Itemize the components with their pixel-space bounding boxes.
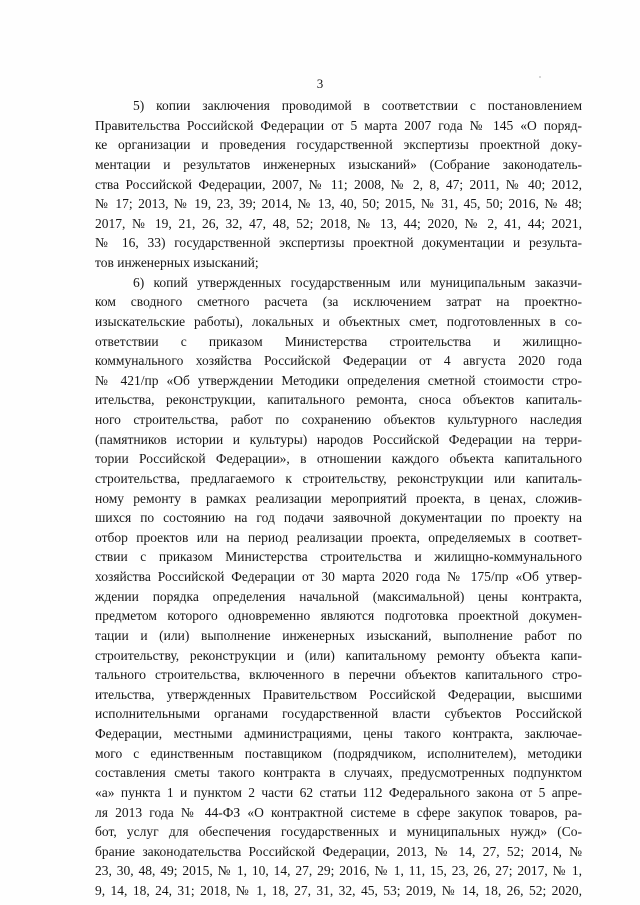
paragraph-6-line: 23, 30, 48, 49; 2015, № 1, 10, 14, 27, 29; 2016, № 1, 11, 15, 23, 26, 27; 2017, № 1, — [95, 863, 582, 879]
paragraph-6-line: ответствии с приказом Министерства строительства и жилищно- — [95, 333, 582, 349]
paragraph-5-line: № 16, 33) государственной экспертизы проектной документации и результа- — [95, 235, 582, 251]
paragraph-6-line: № 421/пр «Об утверждении Методики определения сметной стоимости стро- — [95, 372, 582, 388]
paragraph-5-line: ментации и результатов инженерных изысканий» (Собрание законодатель- — [95, 156, 582, 172]
paragraph-6-line: ля 2013 года № 44-ФЗ «О контрактной системе в сфере закупок товаров, ра- — [95, 804, 582, 820]
paragraph-5-line: № 17; 2013, № 19, 23, 39; 2014, № 13, 40, 50; 2015, № 31, 45, 50; 2016, № 48; — [95, 196, 582, 212]
paragraph-6-line: ного строительства, работ по сохранению объектов культурного наследия — [95, 412, 582, 427]
paragraph-6-line: ствии с приказом Министерства строительства и жилищно-коммунального — [95, 549, 582, 565]
paragraph-6-line: изыскательские работы), локальных и объектных смет, подготовленных в со- — [95, 313, 582, 329]
paragraph-5-line: ства Российской Федерации, 2007, № 11; 2008, № 2, 8, 47; 2011, № 40; 2012, — [95, 176, 582, 192]
paragraph-5-line: тов инженерных изысканий; — [95, 255, 259, 270]
paragraph-6-line: мого с единственным поставщиком (подрядчиком, исполнителем), методики — [95, 745, 582, 761]
paragraph-5-line: 2017, № 19, 21, 26, 32, 47, 48, 52; 2018, № 13, 44; 2020, № 2, 41, 44; 2021, — [95, 215, 582, 231]
paragraph-6-line: ждении порядка определения начальной (максимальной) цены контракта, — [95, 588, 582, 604]
paragraph-5-line: 5) копии заключения проводимой в соответствии с постановлением — [133, 98, 582, 113]
paragraph-6-line: ительства, реконструкции, капитального ремонта, сноса объектов капиталь- — [95, 392, 582, 408]
paragraph-6-line: строительства, предлагаемого к строительству, реконструкции или капиталь- — [95, 470, 582, 486]
paragraph-6-line: 6) копий утвержденных государственным или муниципальным заказчи- — [133, 274, 582, 290]
paragraph-6-line: ительства, утвержденных Правительством Российской Федерации, высшими — [95, 686, 582, 702]
page-number: 3 — [316, 76, 324, 91]
paragraph-5-line: Правительства Российской Федерации от 5 марта 2007 года № 145 «О поряд- — [95, 117, 582, 133]
paragraph-6-line: ному ремонту в рамках реализации мероприятий проекта, в ценах, сложив- — [95, 490, 582, 506]
paragraph-6-line: 9, 14, 18, 24, 31; 2018, № 1, 18, 27, 31, 32, 45, 53; 2019, № 14, 18, 26, 52; 2020, — [95, 883, 582, 898]
paragraph-6-line: тального строительства, включенного в перечни объектов капитального стро- — [95, 667, 582, 683]
paragraph-6-line: бот, услуг для обеспечения государственных и муниципальных нужд» (Со- — [95, 824, 582, 840]
paragraph-6-line: хозяйства Российской Федерации от 30 марта 2020 года № 175/пр «Об утвер- — [95, 569, 582, 584]
paragraph-6-line: предметом которого одновременно являются подготовка проектной докумен- — [95, 608, 582, 624]
paragraph-6-line: отбор проектов или на период реализации проекта, определяемых в соответ- — [95, 529, 582, 545]
scan-artifact — [539, 76, 541, 78]
paragraph-6-line: «а» пункта 1 и пунктом 2 части 62 статьи 112 Федерального закона от 5 апре- — [95, 784, 582, 800]
paragraph-6-line: шихся по состоянию на год подачи заявочной документации по проекту на — [95, 510, 582, 526]
paragraph-6-line: коммунального хозяйства Российской Федерации от 4 августа 2020 года — [95, 353, 582, 369]
paragraph-6-line: (памятников истории и культуры) народов Российской Федерации на терри- — [95, 431, 582, 447]
paragraph-6-line: ком сводного сметного расчета (за исключением затрат на проектно- — [95, 294, 582, 310]
paragraph-6-line: составления сметы такого контракта в случаях, предусмотренных подпунктом — [95, 765, 582, 781]
paragraph-6-line: брание законодательства Российской Федерации, 2013, № 14, 27, 52; 2014, № — [95, 843, 582, 859]
paragraph-6-line: исполнительными органами государственной власти субъектов Российской — [95, 706, 582, 722]
document-body — [95, 96, 582, 901]
paragraph-6-line: строительству, реконструкции и (или) капитальному ремонту объекта капи- — [95, 647, 582, 663]
paragraph-5-line: ке организации и проведения государственной экспертизы проектной доку- — [95, 137, 582, 153]
paragraph-6-line: тории Российской Федерации», в отношении каждого объекта капитального — [95, 451, 582, 467]
paragraph-6-line: Федерации, местными администрациями, цены такого контракта, заключае- — [95, 726, 582, 741]
paragraph-6-line: тации и (или) выполнение инженерных изысканий, выполнение работ по — [95, 627, 582, 643]
